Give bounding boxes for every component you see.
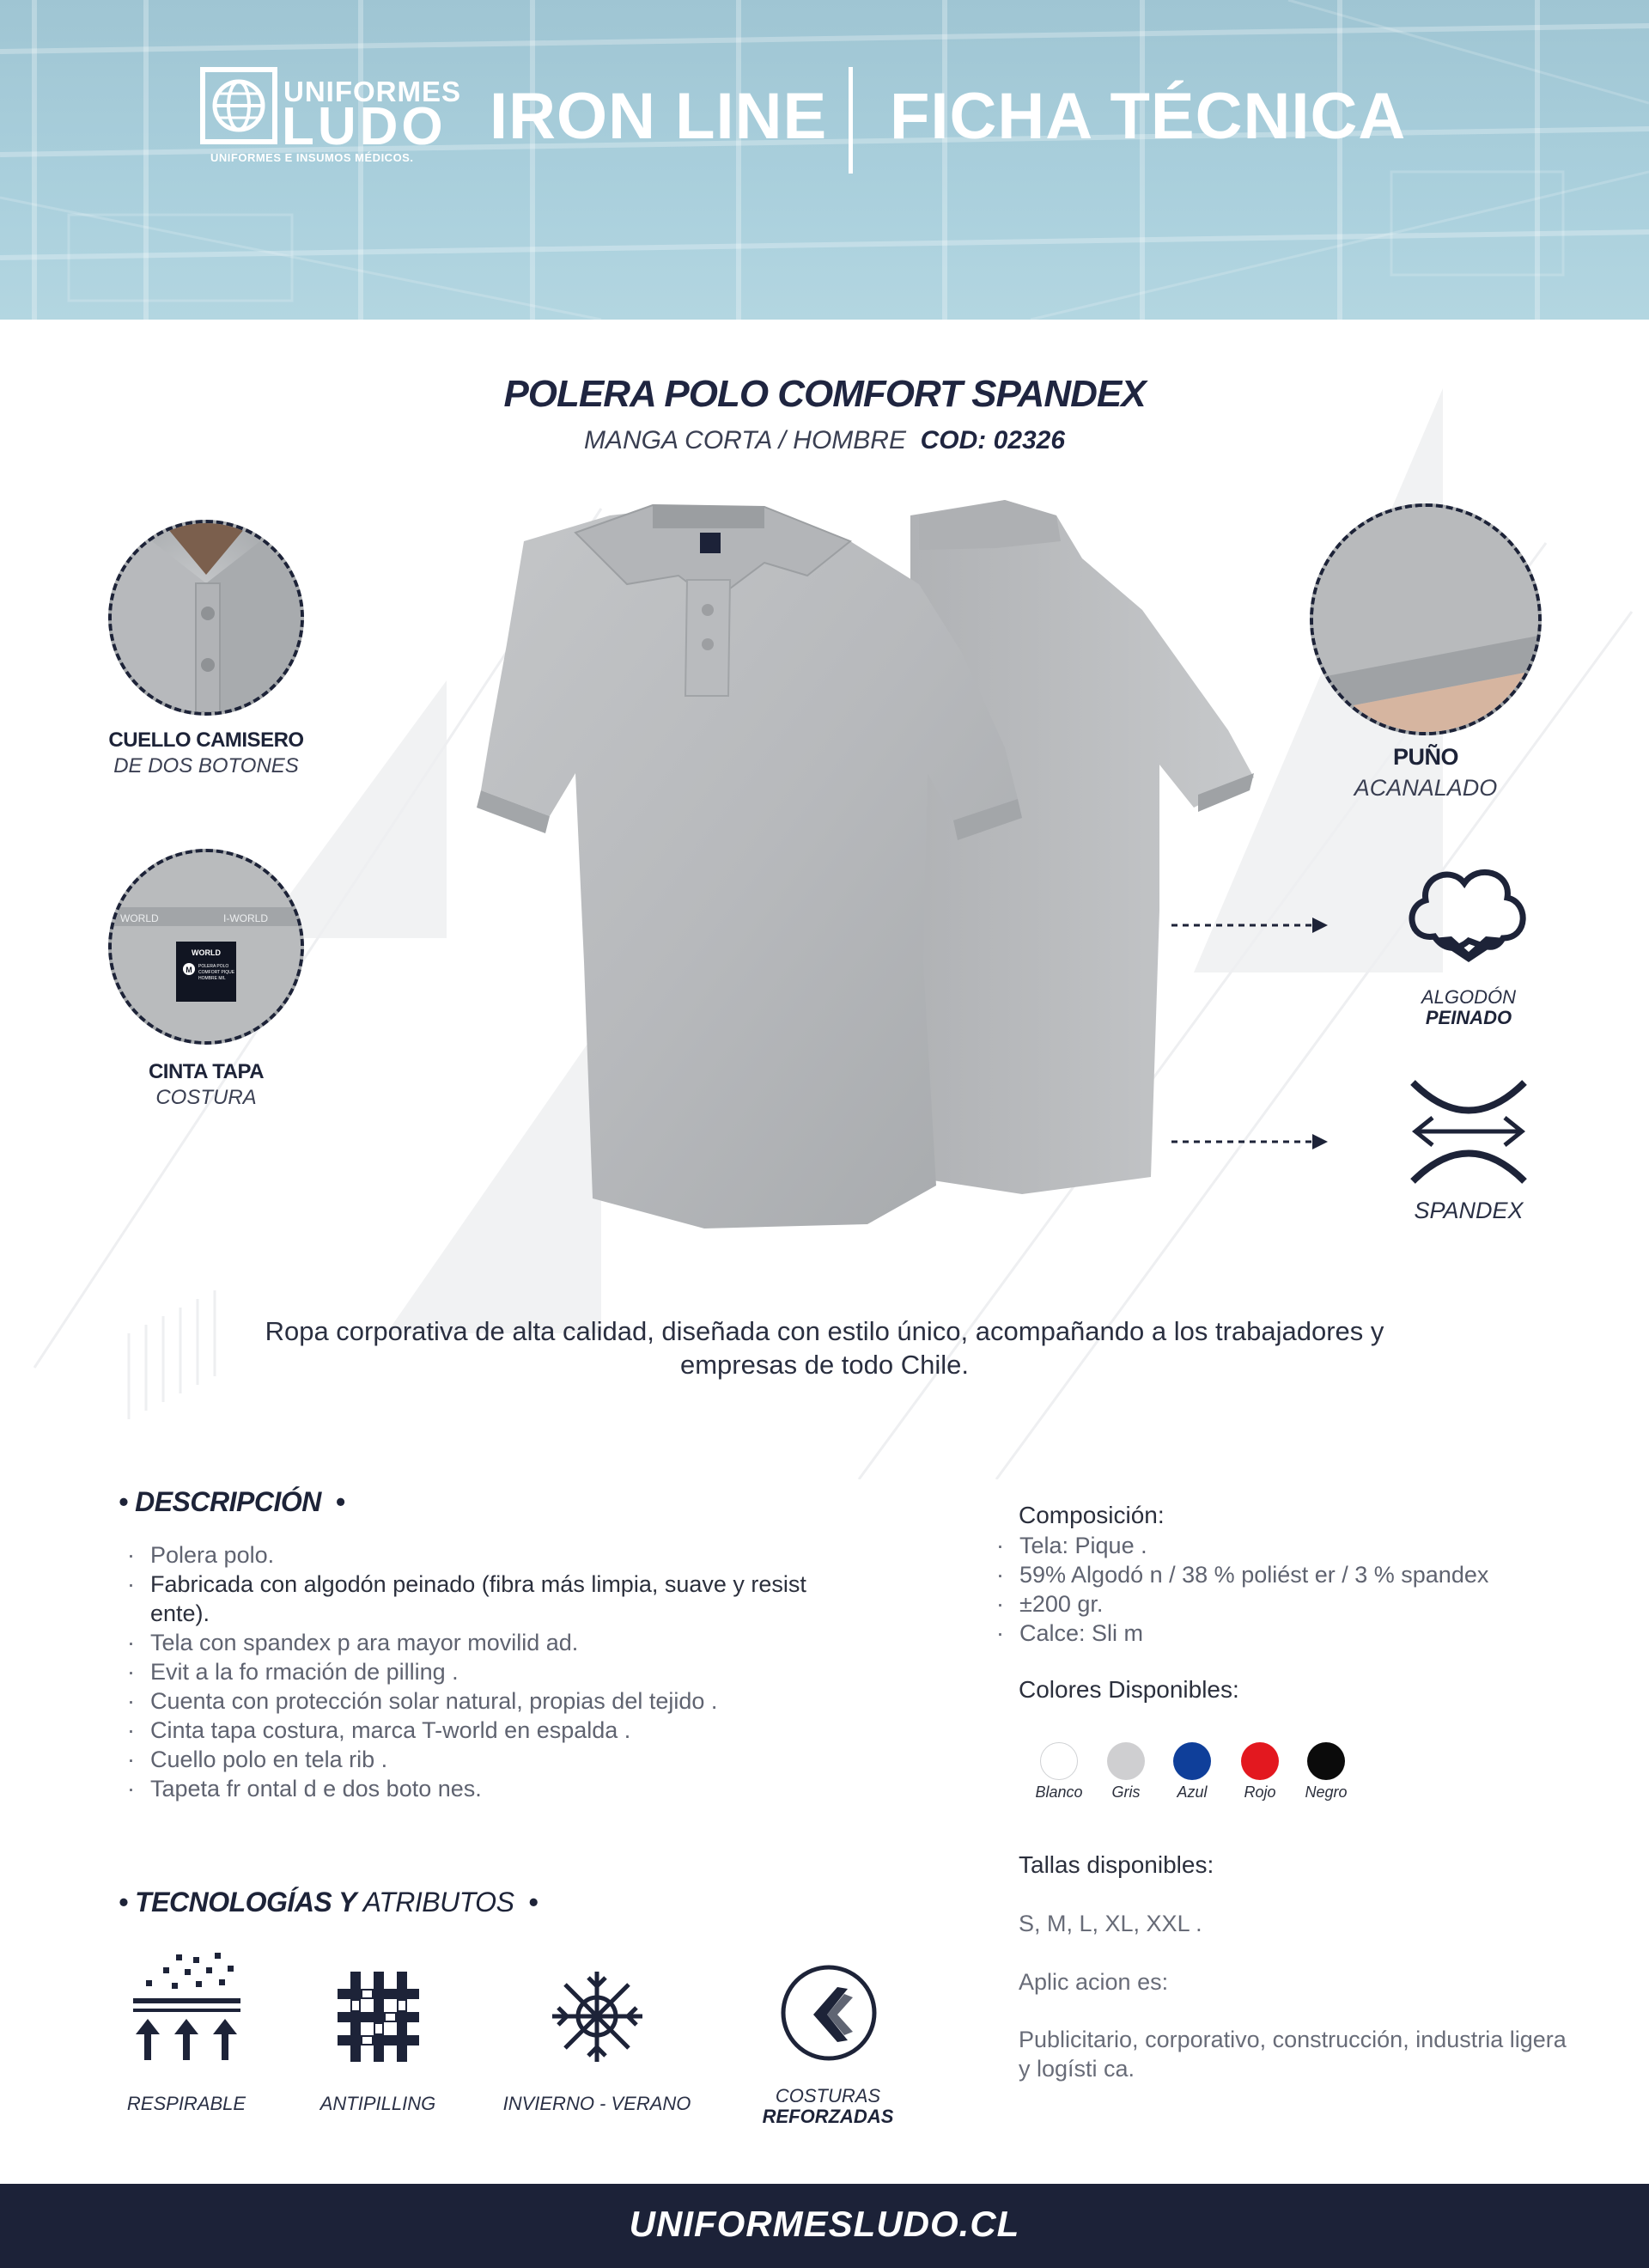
color-name: Gris: [1111, 1783, 1141, 1801]
line-title: IRON LINE: [490, 80, 828, 153]
color-swatch-white: [1040, 1742, 1078, 1780]
color-swatch-black: [1307, 1742, 1345, 1780]
garment-label-line3: HOMBRE M/L: [198, 976, 226, 981]
product-sleeve-gender: MANGA CORTA / HOMBRE: [583, 426, 906, 454]
technologies-heading-thin: ATRIBUTOS: [362, 1887, 514, 1917]
logo-ludo-text: LUDO: [282, 97, 447, 156]
shirt-back-view: [910, 500, 1254, 1194]
description-heading-text: DESCRIPCIÓN: [135, 1486, 321, 1517]
product-subtitle: [0, 426, 1649, 455]
description-item: · Cinta tapa costura, marca T-world en espalda .: [120, 1716, 850, 1745]
breathable-icon: [129, 1950, 245, 2066]
heading-bullet: •: [119, 1486, 128, 1517]
polo-shirt-image: [404, 481, 1254, 1254]
color-swatch-red: [1241, 1742, 1279, 1780]
cotton-sublabel: PEINADO: [1425, 1007, 1512, 1028]
tech-label: ANTIPILLING: [319, 2093, 436, 2114]
cotton-icon: [1400, 859, 1537, 979]
applications-value: Publicitario, corporativo, construcción, industria ligera y logísti ca.: [1019, 2027, 1567, 2082]
tech-label: RESPIRABLE: [126, 2093, 246, 2114]
neck-tape-closeup: [112, 852, 301, 1041]
sizes-value: S, M, L, XL, XXL .: [1019, 1911, 1202, 1936]
tape-sublabel: COSTURA: [155, 1086, 257, 1109]
logo-tagline: UNIFORMES E INSUMOS MÉDICOS.: [210, 151, 414, 164]
color-name: Azul: [1177, 1783, 1208, 1801]
heading-bullet: •: [520, 1887, 538, 1917]
composition-item: · ±200 gr.: [989, 1589, 1608, 1619]
technologies-heading-bold: TECNOLOGÍAS Y: [135, 1887, 356, 1917]
sheet-title: FICHA TÉCNICA: [890, 80, 1407, 153]
garment-label-line1: POLERA POLO: [198, 964, 229, 969]
composition-item: · Tela: Pique .: [989, 1531, 1608, 1560]
garment-label-brand: WORLD: [192, 948, 221, 957]
description-item: · Tapeta fr ontal d e dos boto nes.: [120, 1774, 850, 1803]
garment-label-line2: COMFORT PIQUE: [198, 970, 235, 975]
logo-mark: [200, 67, 277, 144]
antipilling-icon: [329, 1967, 428, 2066]
composition-item: · Calce: Sli m: [989, 1619, 1608, 1648]
description-heading: [119, 1486, 344, 1518]
collar-sublabel: DE DOS BOTONES: [113, 754, 299, 777]
color-name: Rojo: [1244, 1783, 1276, 1801]
heading-bullet: •: [328, 1486, 345, 1517]
tech-label-bold: REFORZADAS: [762, 2106, 894, 2127]
garment-label-size: M: [186, 966, 192, 974]
footer-website-link[interactable]: UNIFORMESLUDO.CL: [629, 2204, 1020, 2244]
cuff-detail-photo: [1310, 503, 1542, 735]
tech-label: COSTURAS: [775, 2085, 881, 2106]
colors-heading: Colores Disponibles:: [1019, 1676, 1239, 1703]
tagline: Ropa corporativa de alta calidad, diseñada con estilo único, acompañando a los trabajadores y empresas de todo Chile.: [265, 1316, 1384, 1380]
cuff-label: PUÑO: [1392, 744, 1458, 770]
tape-detail-photo: [108, 849, 304, 1045]
technologies-heading: [119, 1887, 538, 1918]
cotton-label: ALGODÓN: [1421, 986, 1517, 1008]
sizes-heading: Tallas disponibles:: [1019, 1851, 1214, 1878]
globe-icon: [205, 72, 272, 139]
logo-uniformes-text: UNIFORMES: [283, 76, 461, 107]
heading-bullet: •: [119, 1887, 128, 1917]
description-item: · Polera polo.: [120, 1540, 850, 1570]
description-item: · Cuenta con protección solar natural, propias del tejido .: [120, 1686, 850, 1716]
description-item: · Evit a la fo rmación de pilling .: [120, 1657, 850, 1686]
description-item: · Cuello polo en tela rib .: [120, 1745, 850, 1774]
collar-detail-photo: [108, 520, 304, 716]
color-name: Negro: [1305, 1783, 1348, 1801]
description-item: · Tela con spandex p ara mayor movilid ad.: [120, 1628, 850, 1657]
spandex-icon: [1400, 1078, 1537, 1186]
color-name: Blanco: [1035, 1783, 1083, 1801]
winter-summer-icon: [548, 1967, 647, 2066]
composition-heading: Composición:: [1019, 1502, 1165, 1528]
tape-label: CINTA TAPA: [148, 1060, 265, 1083]
arrow-to-spandex: [1168, 1129, 1331, 1155]
description-list: [120, 1540, 850, 1803]
description-item: · Fabricada con algodón peinado (fibra más limpia, suave y resist ente).: [120, 1570, 850, 1628]
header-divider: [849, 67, 853, 174]
product-title: POLERA POLO COMFORT SPANDEX: [503, 373, 1146, 415]
tape-text-1: WORLD: [120, 912, 159, 924]
spandex-label: SPANDEX: [1414, 1198, 1524, 1223]
applications-heading: Aplic acion es:: [1019, 1969, 1169, 1995]
collar-closeup: [112, 523, 301, 712]
header-banner: [0, 0, 1649, 320]
color-swatch-gray: [1107, 1742, 1145, 1780]
tape-text-2: I-WORLD: [223, 912, 268, 924]
arrow-to-cotton: [1168, 912, 1331, 938]
product-code: COD: 02326: [920, 426, 1066, 454]
composition-list: [989, 1531, 1608, 1648]
reinforced-seams-icon: [779, 1963, 879, 2063]
cuff-sublabel: ACANALADO: [1354, 775, 1498, 801]
composition-item: · 59% Algodó n / 38 % poliést er / 3 % spandex: [989, 1560, 1608, 1589]
collar-label: CUELLO CAMISERO: [108, 729, 304, 752]
cuff-closeup: [1313, 507, 1538, 732]
tech-label: INVIERNO - VERANO: [502, 2093, 691, 2114]
color-swatch-blue: [1173, 1742, 1211, 1780]
